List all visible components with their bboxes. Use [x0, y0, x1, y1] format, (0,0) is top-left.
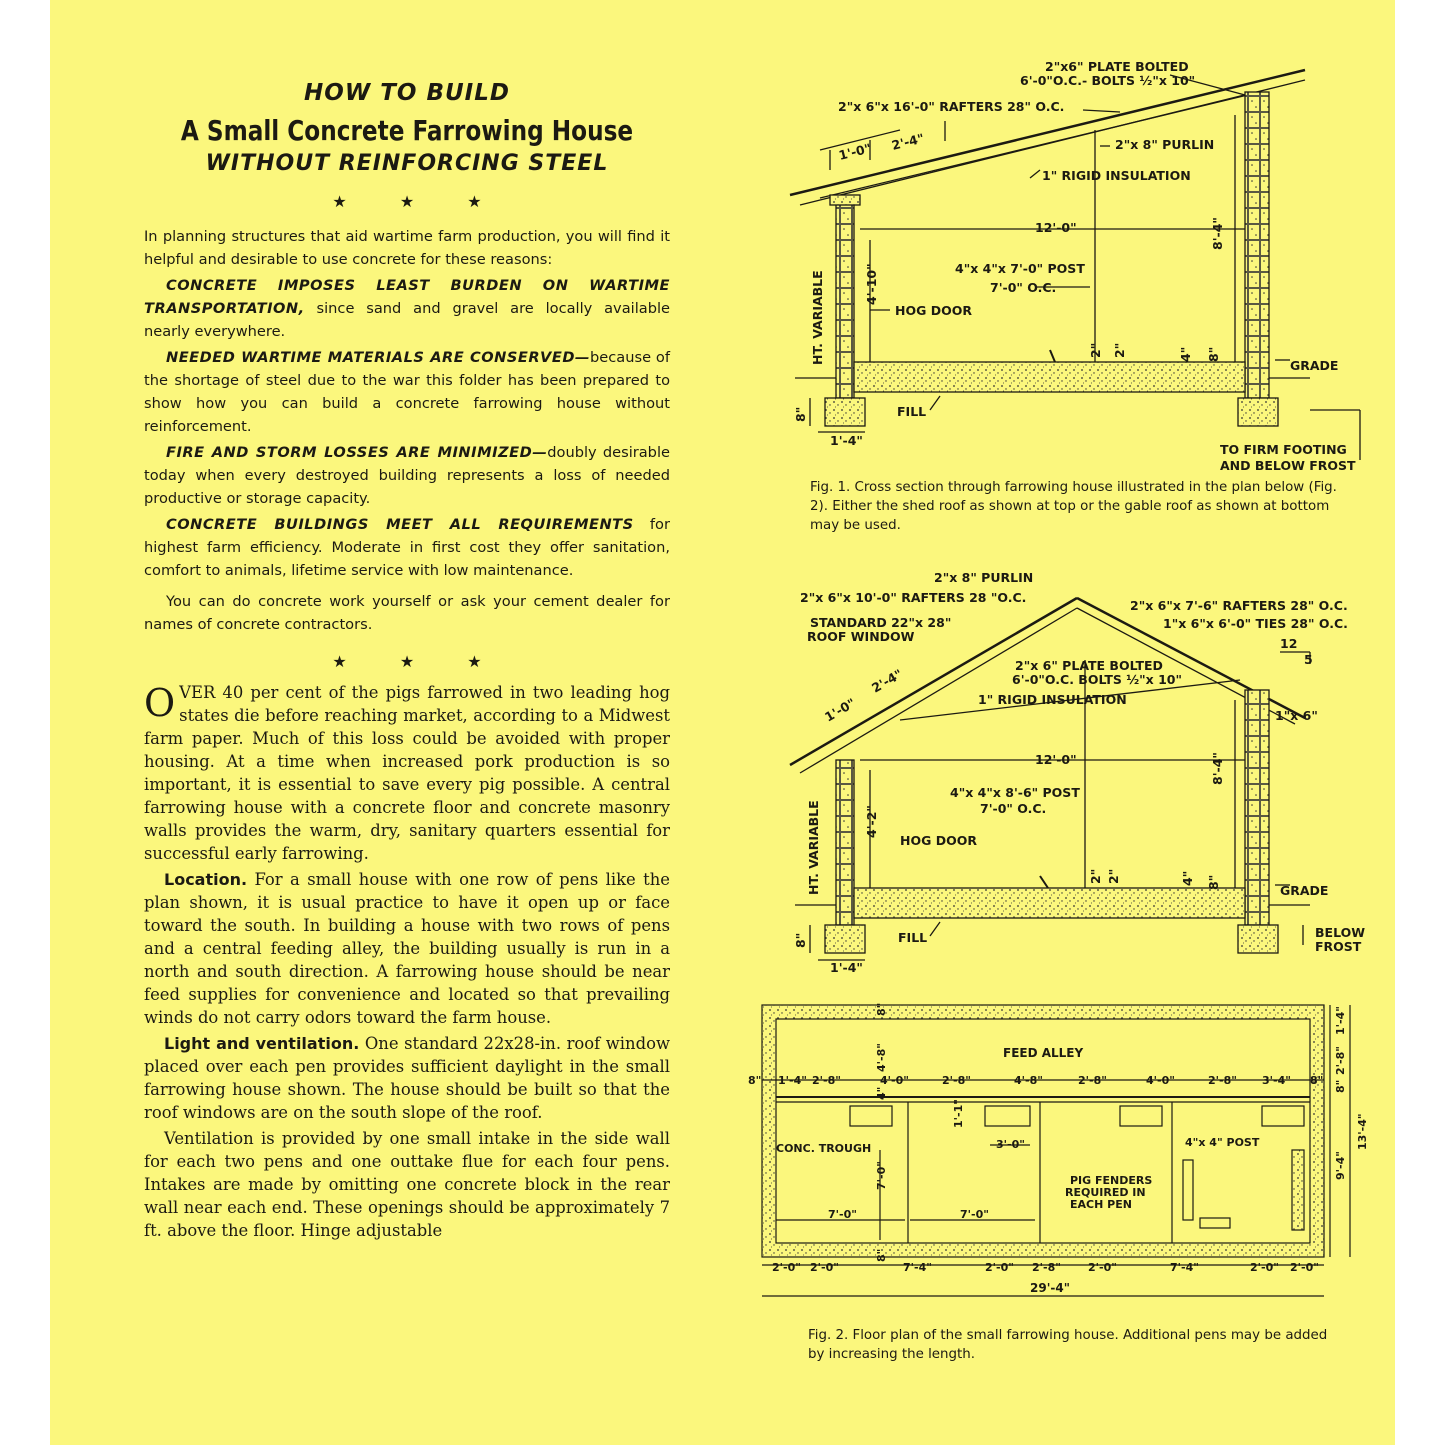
contractor-paragraph: You can do concrete work yourself or ask your cement dealer for names of concrete contractors.: [144, 593, 670, 633]
fig1b-wall-height-label: 4'-2": [864, 805, 879, 838]
fig2-top-dim-2: 2'-8": [812, 1074, 841, 1087]
fig1b-frost-label: FROST: [1315, 939, 1362, 954]
fig2-dim-3ft: 3'-0": [996, 1138, 1025, 1151]
fig2-top-dim-5: 4'-8": [1014, 1074, 1043, 1087]
fig1b-grade-label: GRADE: [1280, 883, 1329, 898]
fig1b-insulation-label: 1" RIGID INSULATION: [978, 692, 1127, 707]
fig2-wall-top: 8": [875, 1002, 888, 1016]
fig1-footing-note-2: AND BELOW FROST: [1220, 458, 1356, 473]
fig2-bottom-dim-6: 7'-4": [1170, 1261, 1199, 1274]
fig2-bottom-dim-7: 2'-0": [1250, 1261, 1279, 1274]
fig1-plate-label: 2"x6" PLATE BOLTED: [1045, 59, 1189, 74]
light-heading: Light and ventilation.: [164, 1034, 360, 1053]
fig1-height-label: 8'-4": [1210, 217, 1225, 250]
fig2-caption: Fig. 2. Floor plan of the small farrowing house. Additional pens may be added by increasing the length.: [808, 1328, 1328, 1362]
fig1b-height-label: 8'-4": [1210, 752, 1225, 785]
fig1b-fascia-label: 1"x 6": [1275, 708, 1318, 723]
fig2-top-dim-10: 8": [1310, 1074, 1324, 1087]
fig2-pen-depth: 7'-0": [875, 1161, 888, 1190]
fig2-wall-bottom: 8": [875, 1248, 888, 1262]
fig2-post-label: 4"x 4" POST: [1185, 1136, 1260, 1149]
fig1b-dim-4in: 4": [1180, 870, 1195, 886]
fig2-bottom-dim-1: 2'-0": [810, 1261, 839, 1274]
fig2-bottom-dim-0: 2'-0": [772, 1261, 801, 1274]
fig1b-dim-2in-a: 2": [1088, 868, 1103, 884]
star-divider-2: ★ ★ ★: [332, 652, 506, 671]
intro-paragraph: In planning structures that aid wartime farm production, you will find it helpful and desirable to use concrete for these reasons:: [144, 228, 670, 268]
fig1b-ht-variable-label: HT. VARIABLE: [806, 800, 821, 895]
fig2-fenders-label-3: EACH PEN: [1070, 1198, 1132, 1211]
fig1b-dim-1ft: 1'-0": [822, 695, 859, 725]
fig2-right-dim-2: 8": [1334, 1079, 1347, 1093]
fig1-wall-height-label: 4'-10": [864, 263, 879, 305]
fig1-footing-depth: 8": [793, 406, 808, 422]
fig2-fenders-label-1: PIG FENDERS: [1070, 1174, 1153, 1187]
fig1-caption: Fig. 1. Cross section through farrowing house illustrated in the plan below (Fig. 2). Either the shed roof as shown at top or the gable roof as shown at bottom may be used.: [810, 480, 1337, 533]
reason-text: since sand and gravel are locally available nearly everywhere.: [144, 300, 670, 340]
fig2-bottom-dim-4: 2'-8": [1032, 1261, 1061, 1274]
fig1b-dim-2ft4: 2'-4": [869, 666, 906, 696]
fig1-grade-label: GRADE: [1290, 358, 1339, 373]
fig2-top-dim-1: 1'-4": [778, 1074, 807, 1087]
fig1-purlin-label: 2"x 8" PURLIN: [1115, 137, 1215, 152]
fig1b-span-label: 12'-0": [1035, 752, 1077, 767]
fig1-footing-note-1: TO FIRM FOOTING: [1220, 442, 1347, 457]
fig2-top-dim-3: 4'-0": [880, 1074, 909, 1087]
fig2-bottom-dim-8: 2'-0": [1290, 1261, 1319, 1274]
fig1b-purlin-label: 2"x 8" PURLIN: [934, 570, 1034, 585]
fig2-feed-alley-label: FEED ALLEY: [1003, 1046, 1084, 1060]
fig1b-dim-8in: 8": [1206, 874, 1221, 890]
fig1-post-label: 4"x 4"x 7'-0" POST: [955, 261, 1085, 276]
fig2-top-dim-7: 4'-0": [1146, 1074, 1175, 1087]
fig1b-gable-roof-section: [790, 598, 1310, 960]
fig1-dim-2ft4: 2'-4": [890, 130, 926, 153]
fig1b-left-rafters-label: 2"x 6"x 10'-0" RAFTERS 28 "O.C.: [800, 590, 1027, 605]
fig1b-dim-2in-b: 2": [1106, 868, 1121, 884]
fig2-alley-depth: 4'-8": [875, 1043, 888, 1072]
fig2-pen-width-1: 7'-0": [828, 1208, 857, 1221]
location-text: For a small house with one row of pens like the plan shown, it is usual practice to have it open up or face toward the south. In building a house with two rows of pens and a central feeding alley, the building usually is run in a north and south direction. A farrowing house should be near feed supplies for convenience and located so that prevailing winds do not carry odors toward the farm house.: [144, 870, 670, 1027]
light-text: One standard 22x28-in. roof window placed over each pen provides sufficient daylight in the small farrowing house shown. The house should be built so that the roof windows are on the south slope of the roof.: [144, 1034, 670, 1122]
ventilation-paragraph: Ventilation is provided by one small intake in the side wall for each two pens and one outtake flue for each four pens. Intakes are made by omitting one concrete block in the rear wall near each end. These openings should be approximately 7 ft. above the floor. Hinge adjustable: [144, 1129, 670, 1240]
fig2-bottom-dim-5: 2'-0": [1088, 1261, 1117, 1274]
fig1b-pitch-vertical: 5: [1304, 652, 1313, 667]
fig2-bottom-dim-2: 7'-4": [903, 1261, 932, 1274]
fig2-top-dim-8: 2'-8": [1208, 1074, 1237, 1087]
title-line-3: WITHOUT REINFORCING STEEL: [205, 151, 609, 176]
fig2-right-dim-1: 2'-8": [1334, 1046, 1347, 1075]
reason-lead: FIRE AND STORM LOSSES ARE MINIMIZED—: [166, 444, 548, 461]
title-line-1: HOW TO BUILD: [304, 80, 510, 106]
location-heading: Location.: [164, 870, 248, 889]
fig1b-plate-bolts-label: 6'-0"O.C. BOLTS ½"x 10": [1012, 672, 1183, 687]
fig1-post-spacing-label: 7'-0" O.C.: [990, 280, 1057, 295]
fig1b-post-spacing-label: 7'-0" O.C.: [980, 801, 1047, 816]
fig2-bottom-dim-3: 2'-0": [985, 1261, 1014, 1274]
fig2-top-dim-9: 3'-4": [1262, 1074, 1291, 1087]
fig1-dim-4in: 4": [1178, 346, 1193, 362]
fig1b-right-rafters-label: 2"x 6"x 7'-6" RAFTERS 28" O.C.: [1130, 598, 1348, 613]
star-divider-1: ★ ★ ★: [332, 192, 506, 211]
fig1b-window-label-2: ROOF WINDOW: [807, 629, 915, 644]
fig1b-window-label-1: STANDARD 22"x 28": [810, 615, 952, 630]
fig1-dim-2in-b: 2": [1112, 342, 1127, 358]
reason-lead: CONCRETE IMPOSES LEAST BURDEN ON WARTIME TRANSPORTATION,: [144, 277, 670, 317]
fig1b-fill-label: FILL: [898, 930, 928, 945]
fig1b-plate-label: 2"x 6" PLATE BOLTED: [1015, 658, 1163, 673]
fig1b-footing-depth: 8": [793, 932, 808, 948]
fig2-trough-dim: 1'-1": [952, 1099, 965, 1128]
reason-text: for highest farm efficiency. Moderate in first cost they offer sanitation, comfort to animals, lifetime service with low maintenance.: [144, 516, 670, 579]
fig2-fenders-label-2: REQUIRED IN: [1065, 1186, 1146, 1199]
fig1b-pitch-horizontal: 12: [1280, 636, 1298, 651]
fig1b-below-label: BELOW: [1315, 925, 1365, 940]
fig1-span-label: 12'-0": [1035, 220, 1077, 235]
reason-text: because of the shortage of steel due to the war this folder has been prepared to show how you can build a concrete farrowing house without reinforcement.: [144, 349, 670, 435]
fig1b-post-label: 4"x 4"x 8'-6" POST: [950, 785, 1080, 800]
fig2-right-dim-3: 9'-4": [1334, 1151, 1347, 1180]
fig1-dim-8in: 8": [1206, 346, 1221, 362]
fig1-hog-door-label: HOG DOOR: [895, 303, 972, 318]
fig2-top-dim-4: 2'-8": [942, 1074, 971, 1087]
fig2-pen-width-2: 7'-0": [960, 1208, 989, 1221]
reason-lead: CONCRETE BUILDINGS MEET ALL REQUIREMENTS: [166, 516, 634, 533]
fig1-plate-bolts-label: 6'-0"O.C.- BOLTS ½"x 10": [1020, 73, 1196, 88]
fig2-right-dim-0: 1'-4": [1334, 1006, 1347, 1035]
reason-text: doubly desirable today when every destroyed building represents a loss of needed productive or storage capacity.: [144, 444, 670, 507]
fig2-fence-dim: 4": [875, 1086, 888, 1100]
fig1-insulation-label: 1" RIGID INSULATION: [1042, 168, 1191, 183]
fig1-ht-variable-label: HT. VARIABLE: [810, 270, 825, 365]
fig2-overall-width: 13'-4": [1356, 1113, 1369, 1150]
fig2-top-dim-0: 8": [748, 1074, 762, 1087]
body-paragraph-1-text: VER 40 per cent of the pigs farrowed in two leading hog states die before reaching market, according to a Midwest farm paper. Much of this loss could be avoided with proper housing. At a time when increased pork production is so important, it is essential to save every pig possible. A central farrowing house with a concrete floor and concrete masonry walls provides the warm, dry, sanitary quarters essential for successful early farrowing.: [144, 683, 670, 863]
drop-cap: O: [144, 681, 176, 725]
fig1-dim-1ft: 1'-0": [837, 140, 873, 163]
fig1b-ties-label: 1"x 6"x 6'-0" TIES 28" O.C.: [1163, 616, 1348, 631]
fig1-fill-label: FILL: [897, 404, 927, 419]
fig1-dim-2in-a: 2": [1088, 342, 1103, 358]
fig2-top-dim-6: 2'-8": [1078, 1074, 1107, 1087]
fig1-footing-width: 1'-4": [830, 433, 863, 448]
title-main: A Small Concrete Farrowing House: [180, 114, 634, 147]
fig2-trough-label: CONC. TROUGH: [776, 1142, 872, 1155]
fig1b-hog-door-label: HOG DOOR: [900, 833, 977, 848]
fig1b-footing-width: 1'-4": [830, 960, 863, 975]
fig1-rafters-label: 2"x 6"x 16'-0" RAFTERS 28" O.C.: [838, 99, 1065, 114]
fig2-total-length: 29'-4": [1030, 1281, 1070, 1295]
reason-lead: NEEDED WARTIME MATERIALS ARE CONSERVED—: [166, 349, 591, 366]
